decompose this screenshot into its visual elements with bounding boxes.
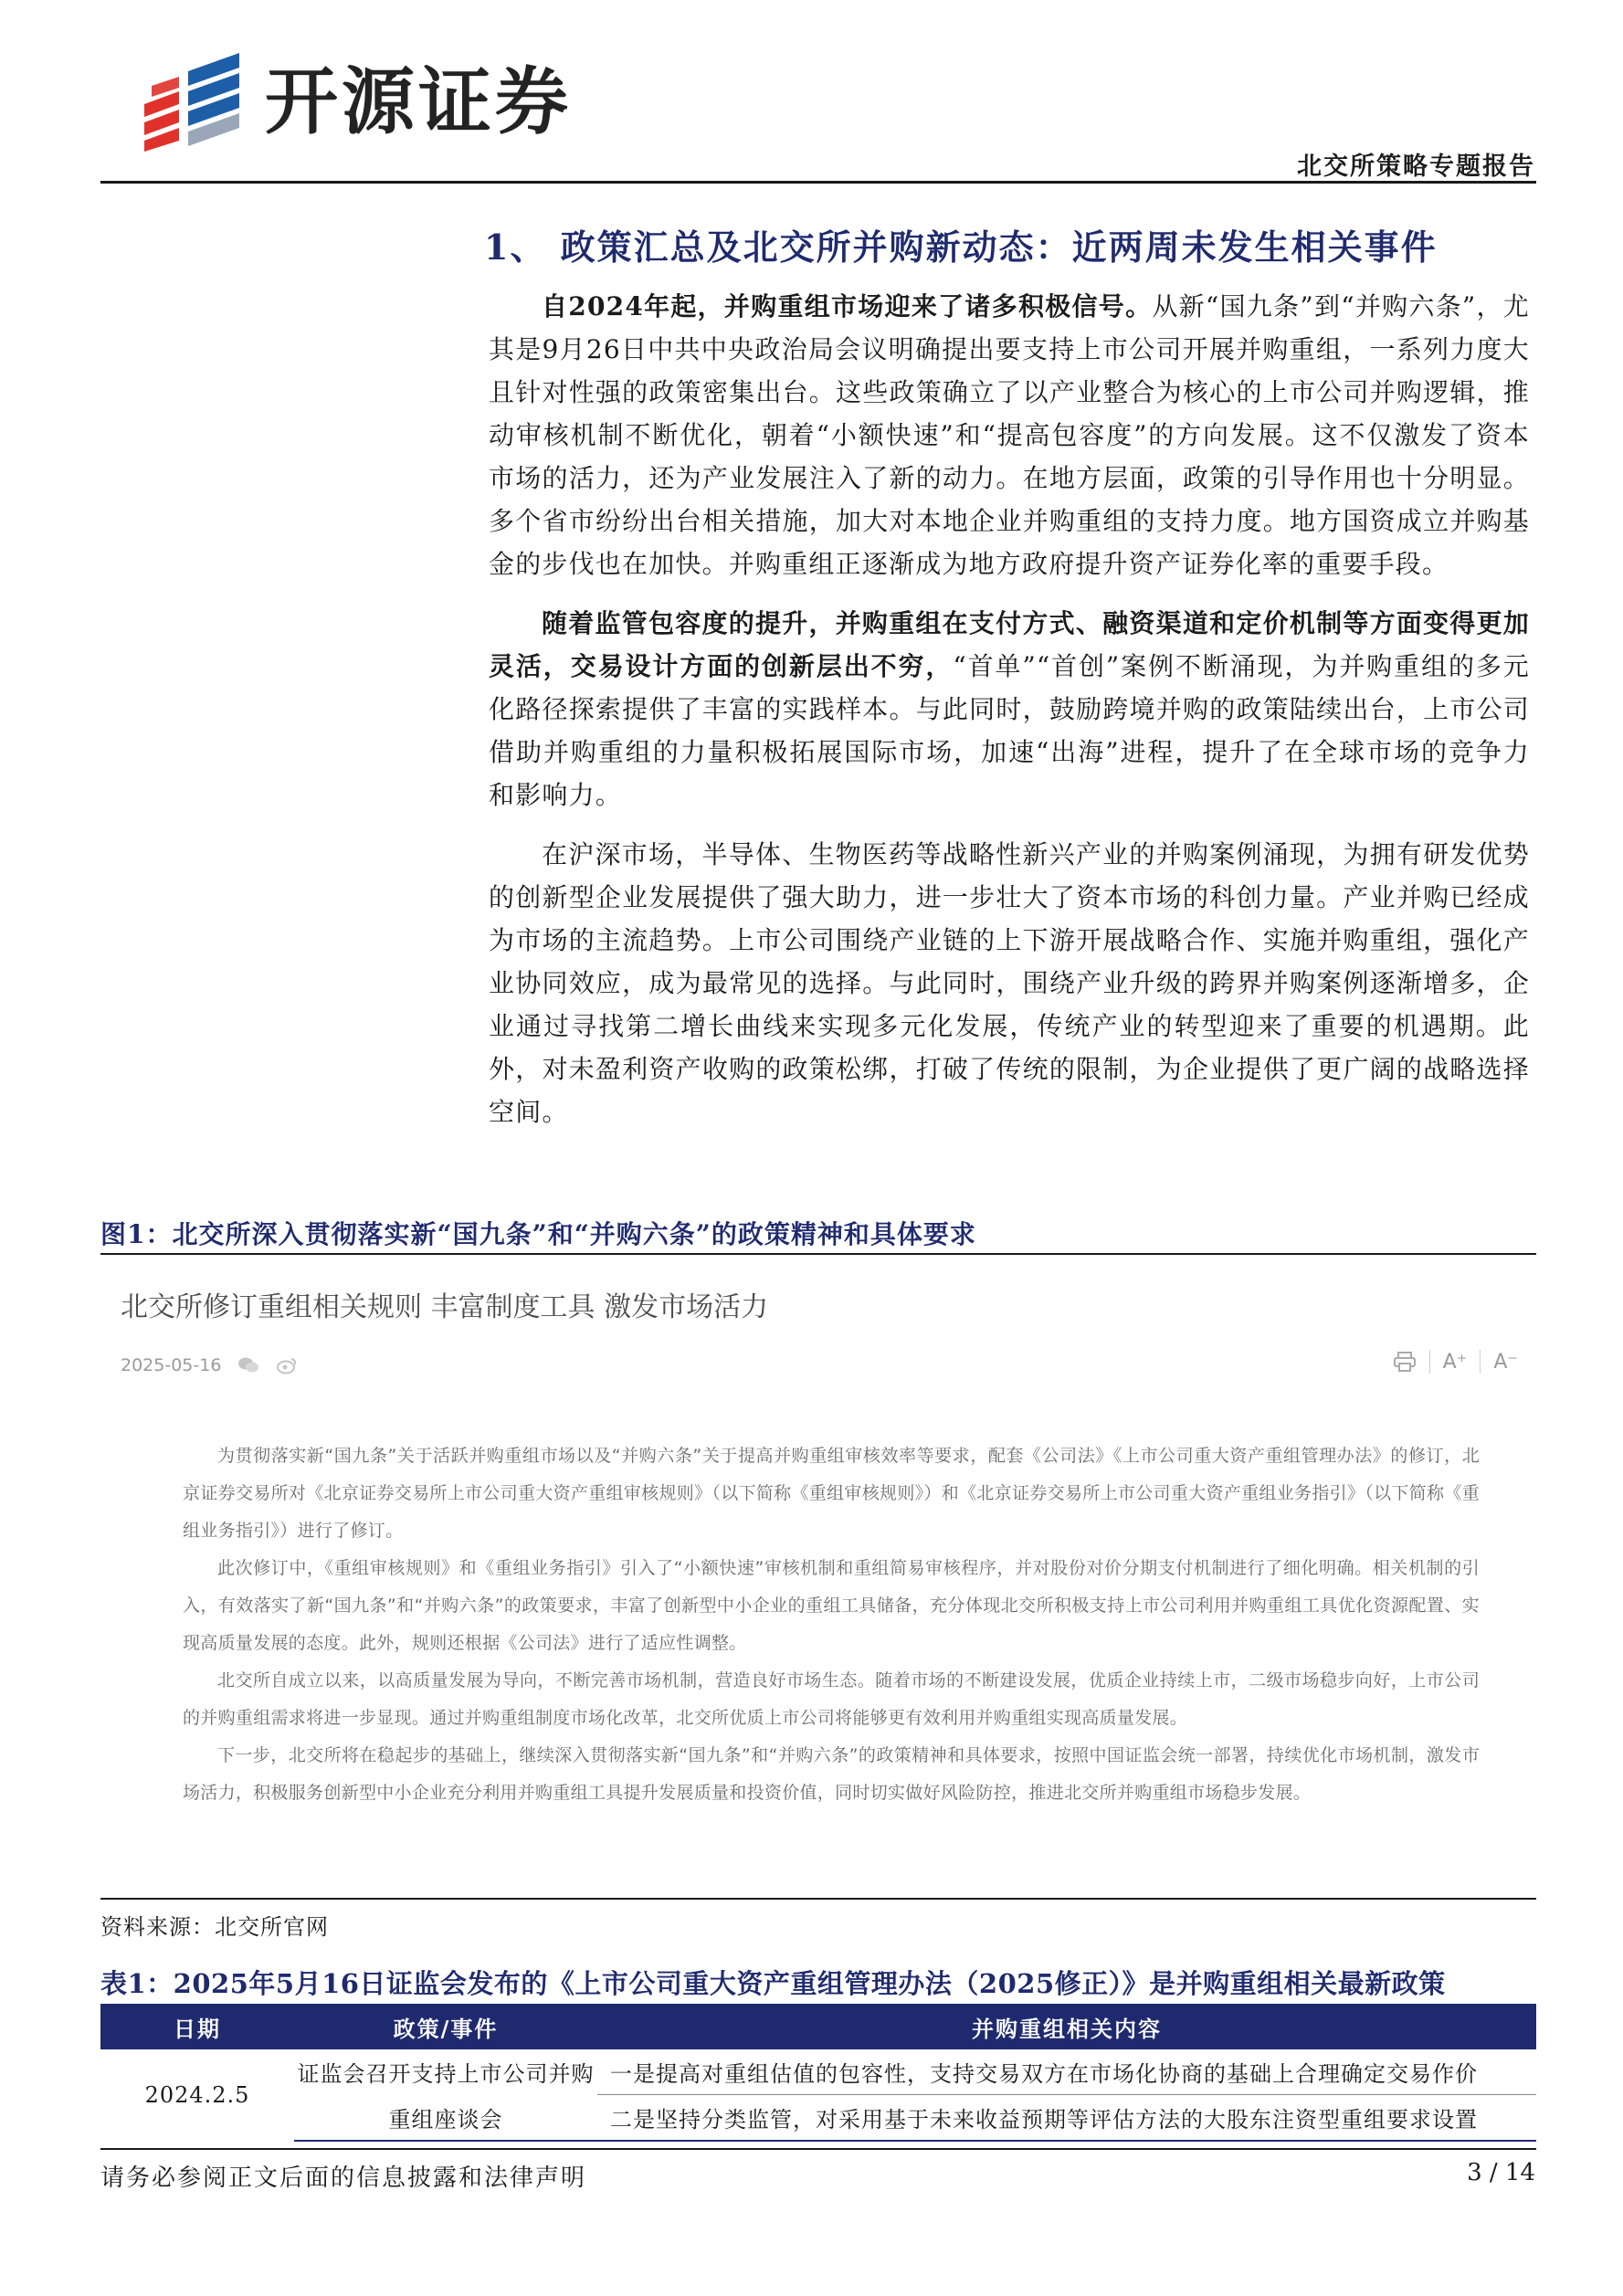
font-decrease-button[interactable]: A⁻: [1493, 1350, 1518, 1374]
paragraph-1-lead: 自2024年起，并购重组市场迎来了诸多积极信号。: [542, 291, 1153, 321]
paragraph-2-lead: 随着监管包容度的提升，并购重组在支付方式、融资渠道和定价机制等方面变得更加灵活，交易设计方面的创新层出不穷，: [489, 608, 1530, 681]
figure-source: 资料来源：北交所官网: [100, 1914, 329, 1940]
page-number: 3 / 14: [1467, 2159, 1535, 2186]
paragraph-3: [489, 833, 1530, 1133]
figure-headline: 北交所修订重组相关规则 丰富制度工具 激发市场活力: [121, 1291, 769, 1323]
toolbar-separator: [1429, 1350, 1430, 1374]
paragraph-1: [489, 285, 1530, 585]
table-row: [100, 2049, 1536, 2095]
figure-toolbar: [1393, 1350, 1518, 1374]
paragraph-2: [489, 602, 1530, 816]
table-row: [100, 2095, 1536, 2142]
body-text: [489, 285, 1530, 1150]
disclaimer-note: 请务必参阅正文后面的信息披露和法律声明: [100, 2164, 587, 2192]
figure-title: 图1：北交所深入贯彻落实新“国九条”和“并购六条”的政策精神和具体要求: [100, 1219, 976, 1249]
figure-screenshot: [100, 1255, 1536, 1894]
header-date: 日期: [100, 2004, 294, 2049]
header-event: 政策/事件: [294, 2004, 597, 2049]
toolbar-separator: [1480, 1350, 1481, 1374]
figure-meta: [121, 1355, 298, 1375]
cell-content-1: 一是提高对重组估值的包容性，支持交易双方在市场化协商的基础上合理确定交易作价: [597, 2049, 1536, 2095]
paragraph-2-text: “首单”“首创”案例不断涌现，为并购重组的多元化路径探索提供了丰富的实践样本。与此同时，鼓励跨境并购的政策陆续出台，上市公司借助并购重组的力量积极拓展国际市场，加速“出海”进程，提升了在全球市场的竞争力和影响力。: [489, 651, 1530, 810]
header-divider: [100, 181, 1536, 184]
table-header-row: [100, 2004, 1536, 2049]
brand-logo: [137, 53, 612, 153]
figure-paragraph: 为贯彻落实新“国九条”关于活跃并购重组市场以及“并购六条”关于提高并购重组审核效率等要求，配套《公司法》《上市公司重大资产重组管理办法》的修订，北京证券交易所对《北京证券交易所上市公司重大资产重组审核规则》（以下简称《重组审核规则》）和《北京证券交易所上市公司重大资产重组业务指引》（以下简称《重组业务指引》）进行了修订。: [183, 1446, 1480, 1541]
footer-divider: [100, 2148, 1536, 2150]
figure-paragraph: 北交所自成立以来，以高质量发展为导向，不断完善市场机制，营造良好市场生态。随着市场的不断建设发展，优质企业持续上市，二级市场稳步向好，上市公司的并购重组需求将进一步显现。通过并购重组制度市场化改革，北交所优质上市公司将能够更有效利用并购重组实现高质量发展。: [183, 1670, 1480, 1728]
figure-bottom-rule: [100, 1898, 1536, 1900]
cell-date: 2024.2.5: [144, 2082, 250, 2108]
figure-date: 2025-05-16: [121, 1355, 222, 1375]
header-content: 并购重组相关内容: [597, 2004, 1536, 2049]
cell-content-2: 二是坚持分类监管，对采用基于未来收益预期等评估方法的大股东注资型重组要求设置: [597, 2095, 1536, 2142]
policy-table: [100, 2004, 1536, 2142]
weibo-icon[interactable]: [276, 1356, 298, 1374]
cell-event-line1: 证监会召开支持上市公司并购: [297, 2061, 595, 2088]
brand-logo-mark-icon: [137, 53, 245, 152]
cell-event-line2: 重组座谈会: [294, 2095, 597, 2142]
figure-paragraph: 下一步，北交所将在稳起步的基础上，继续深入贯彻落实新“国九条”和“并购六条”的政策精神和具体要求，按照中国证监会统一部署，持续优化市场机制，激发市场活力，积极服务创新型中小企业充分利用并购重组工具提升发展质量和投资价值，同时切实做好风险防控，推进北交所并购重组市场稳步发展。: [183, 1745, 1480, 1803]
report-type-label: 北交所策略专题报告: [1297, 153, 1535, 181]
font-increase-button[interactable]: A⁺: [1442, 1350, 1468, 1374]
paragraph-3-text: 在沪深市场，半导体、生物医药等战略性新兴产业的并购案例涌现，为拥有研发优势的创新型企业发展提供了强大助力，进一步壮大了资本市场的科创力量。产业并购已经成为市场的主流趋势。上市公司围绕产业链的上下游开展战略合作、实施并购重组，强化产业协同效应，成为最常见的选择。与此同时，围绕产业升级的跨界并购案例逐渐增多，企业通过寻找第二增长曲线来实现多元化发展，传统产业的转型迎来了重要的机遇期。此外，对未盈利资产收购的政策松绑，打破了传统的限制，为企业提供了更广阔的战略选择空间。: [489, 839, 1530, 1127]
table-title: 表1：2025年5月16日证监会发布的《上市公司重大资产重组管理办法（2025修正）》是并购重组相关最新政策: [100, 1968, 1446, 1999]
brand-name: 开源证券: [265, 59, 572, 144]
paragraph-1-text: 从新“国九条”到“并购六条”，尤其是9月26日中共中央政治局会议明确提出要支持上市公司开展并购重组，一系列力度大且针对性强的政策密集出台。这些政策确立了以产业整合为核心的上市公司并购逻辑，推动审核机制不断优化，朝着“小额快速”和“提高包容度”的方向发展。这不仅激发了资本市场的活力，还为产业发展注入了新的动力。在地方层面，政策的引导作用也十分明显。多个省市纷纷出台相关措施，加大对本地企业并购重组的支持力度。地方国资成立并购基金的步伐也在加快。并购重组正逐渐成为地方政府提升资产证券化率的重要手段。: [489, 291, 1530, 579]
section-title: 1、 政策汇总及北交所并购新动态：近两周未发生相关事件: [484, 226, 1438, 268]
print-icon[interactable]: [1393, 1352, 1417, 1372]
figure-paragraph: 此次修订中，《重组审核规则》和《重组业务指引》引入了“小额快速”审核机制和重组简易审核程序，并对股份对价分期支付机制进行了细化明确。相关机制的引入，有效落实了新“国九条”和“并购六条”的政策要求，丰富了创新型中小企业的重组工具储备，充分体现北交所积极支持上市公司利用并购重组工具优化资源配置、实现高质量发展的态度。此外，规则还根据《公司法》进行了适应性调整。: [183, 1558, 1480, 1653]
figure-article-body: [183, 1438, 1480, 1812]
wechat-icon[interactable]: [237, 1356, 259, 1374]
